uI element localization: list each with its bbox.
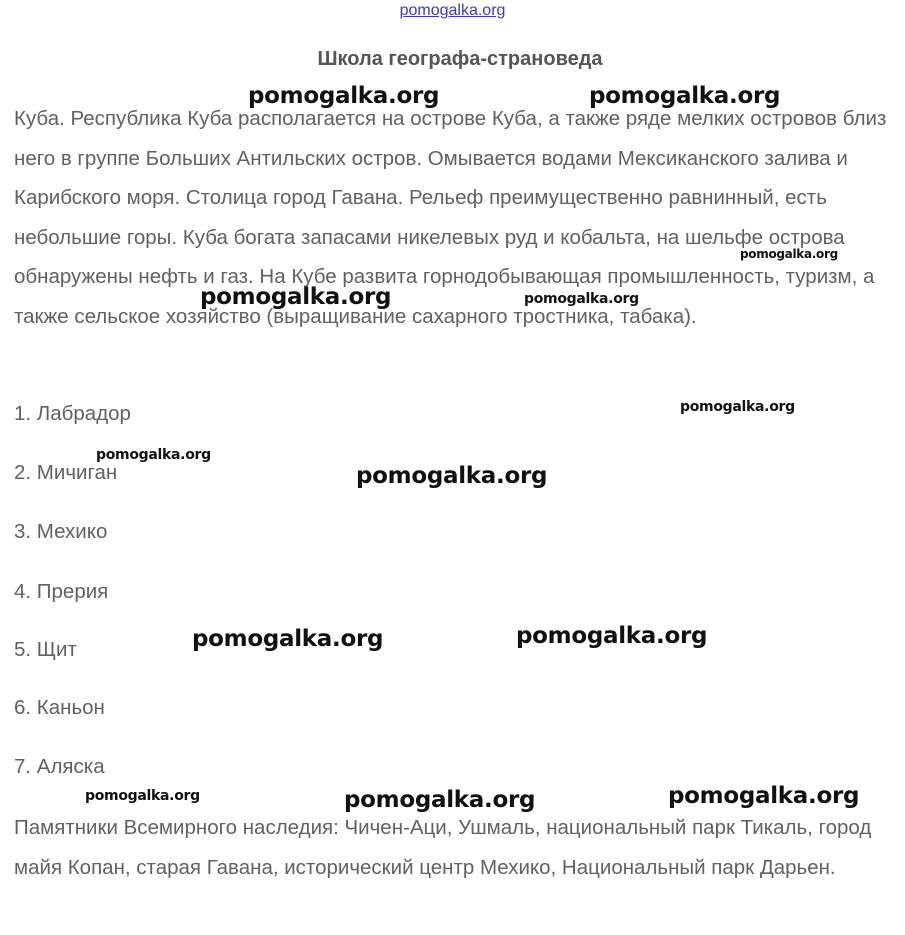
watermark: pomogalka.org (524, 291, 639, 307)
source-link[interactable]: pomogalka.org (399, 2, 506, 19)
answer-item-4: 4. Прерия (14, 580, 109, 603)
page-title: Школа географа-страноведа (317, 48, 603, 70)
answer-item-5: 5. Щит (14, 638, 77, 661)
heritage-paragraph: Памятники Всемирного наследия: Чичен-Аци, Ушмаль, национальный парк Тикаль, город майя Копан, старая Гавана, исторический центр Мехико, Национальный парк Дарьен. (14, 816, 872, 879)
watermark: pomogalka.org (248, 83, 440, 109)
watermark: pomogalka.org (344, 787, 536, 813)
watermark: pomogalka.org (516, 623, 708, 649)
answer-item-6: 6. Каньон (14, 696, 105, 719)
watermark: pomogalka.org (85, 788, 200, 804)
watermark: pomogalka.org (668, 783, 860, 809)
answer-item-3: 3. Мехико (14, 520, 108, 543)
watermark: pomogalka.org (192, 626, 384, 652)
watermark: pomogalka.org (680, 399, 795, 415)
answer-item-2: 2. Мичиган (14, 461, 118, 484)
answer-item-1: 1. Лабрадор (14, 402, 131, 425)
intro-paragraph: Куба. Республика Куба располагается на острове Куба, а также ряде мелких островов близ него в группе Больших Антильских остров. Омывается водами Мексиканского залива и Карибского моря. Столица город Гавана. Рельеф преимущественно равнинный, есть небольшие горы. Куба богата запасами никелевых руд и кобальта, на шельфе острова обнаружены нефть и газ. На Кубе развита горнодобывающая промышленность, туризм, а также сельское хозяйство (выращивание сахарного тростника, табака). (14, 107, 887, 328)
watermark: pomogalka.org (589, 83, 781, 109)
answer-item-7: 7. Аляска (14, 755, 105, 778)
watermark: pomogalka.org (356, 463, 548, 489)
watermark: pomogalka.org (200, 284, 392, 310)
watermark: pomogalka.org (96, 447, 211, 463)
watermark: pomogalka.org (740, 247, 838, 261)
